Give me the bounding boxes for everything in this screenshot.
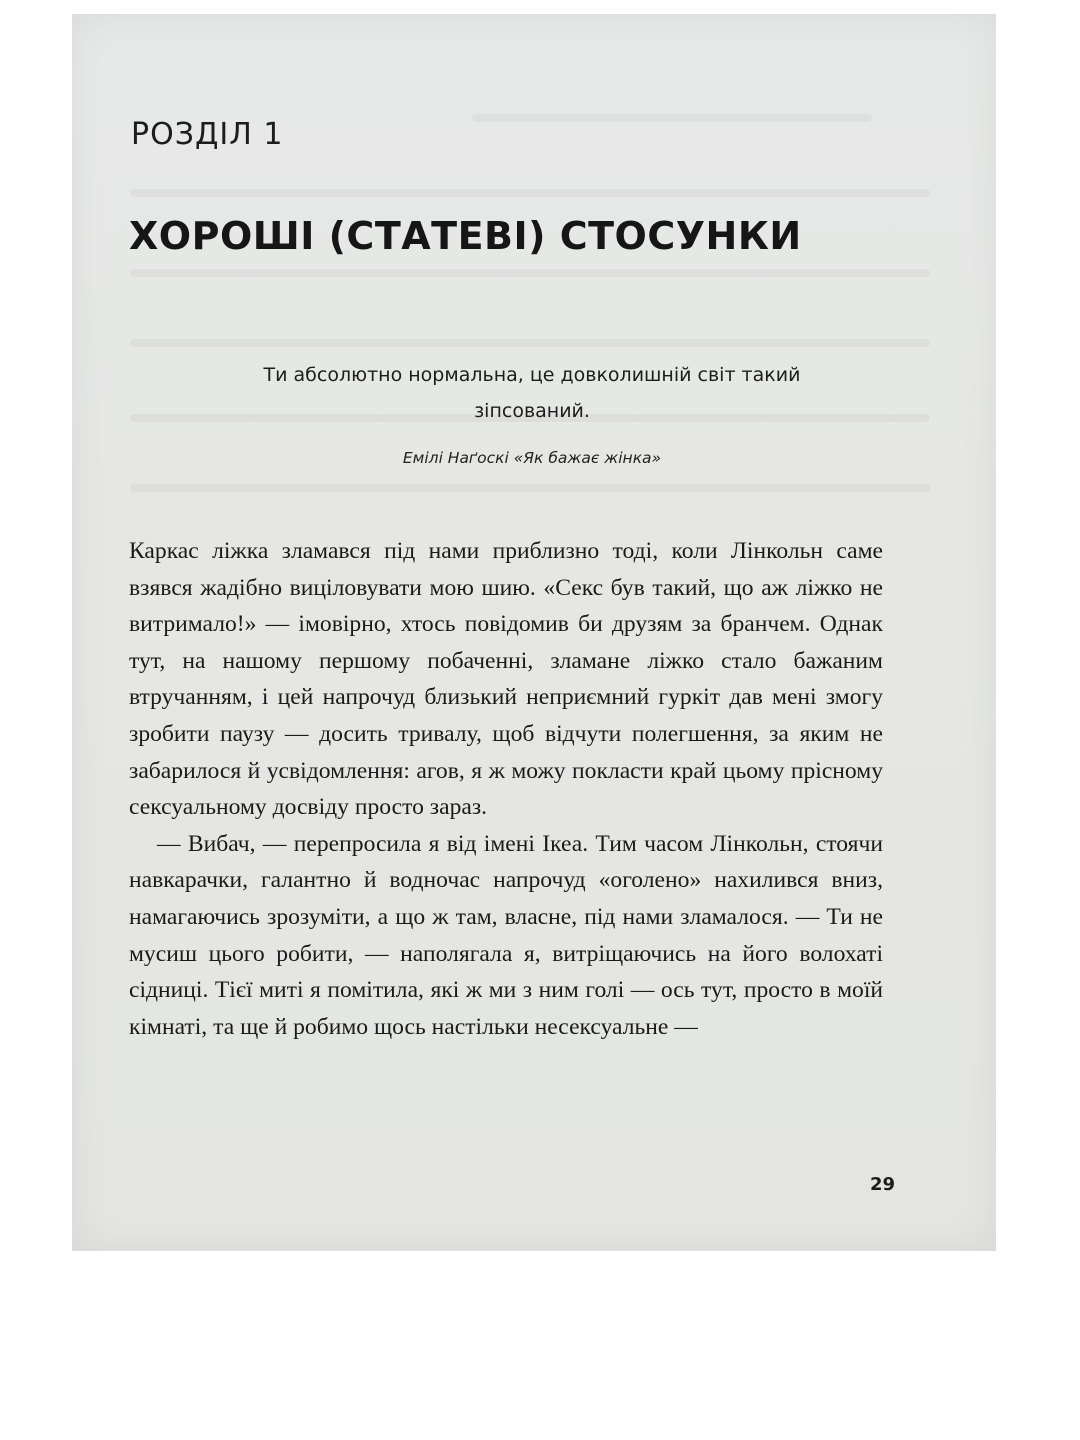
body-text xyxy=(129,533,883,1045)
page-number: 29 xyxy=(869,1174,895,1195)
epigraph-attribution: Емілі Наґоскі «Як бажає жінка» xyxy=(402,449,662,467)
epigraph-quote: Ти абсолютно нормальна, це довколишній світ такий зіпсований. xyxy=(263,364,801,422)
book-page xyxy=(72,14,996,1251)
bleed-through-line xyxy=(130,484,930,492)
chapter-title: ХОРОШІ (СТАТЕВІ) СТОСУНКИ xyxy=(129,214,802,258)
bleed-through-line xyxy=(130,339,930,347)
chapter-label: РОЗДІЛ 1 xyxy=(131,117,284,152)
bleed-through-line xyxy=(130,269,930,277)
paragraph: Каркас ліжка зламався під нами приблизно тоді, коли Лінкольн саме взявся жадібно виціловувати мою шию. «Секс був такий, що аж ліжко не витримало!» — імовірно, хтось повідомив би друзям за бранчем. Однак тут, на нашому першому побаченні, зламане ліжко стало бажаним втручанням, і цей напрочуд близький неприємний гуркіт дав мені змогу зробити паузу — досить тривалу, щоб відчути полегшення, за яким не забарилося й усвідомлення: агов, я ж можу покласти край цьому прісному сексуальному досвіду просто зараз. xyxy=(129,538,883,821)
bleed-through-line xyxy=(472,114,872,122)
paragraph: — Вибач, — перепросила я від імені Ікеа. Тим часом Лінкольн, стоячи навкарачки, галантно й водночас напрочуд «оголено» нахилився вниз, намагаючись зрозуміти, а що ж там, власне, під нами зламалося. — Ти не мусиш цього робити, — наполягала я, витріщаючись на його волохаті сідниці. Тієї миті я помітила, які ж ми з ним голі — ось тут, просто в моїй кімнаті, та ще й робимо щось настільки несексуальне — xyxy=(129,830,883,1040)
bleed-through-line xyxy=(130,189,930,197)
